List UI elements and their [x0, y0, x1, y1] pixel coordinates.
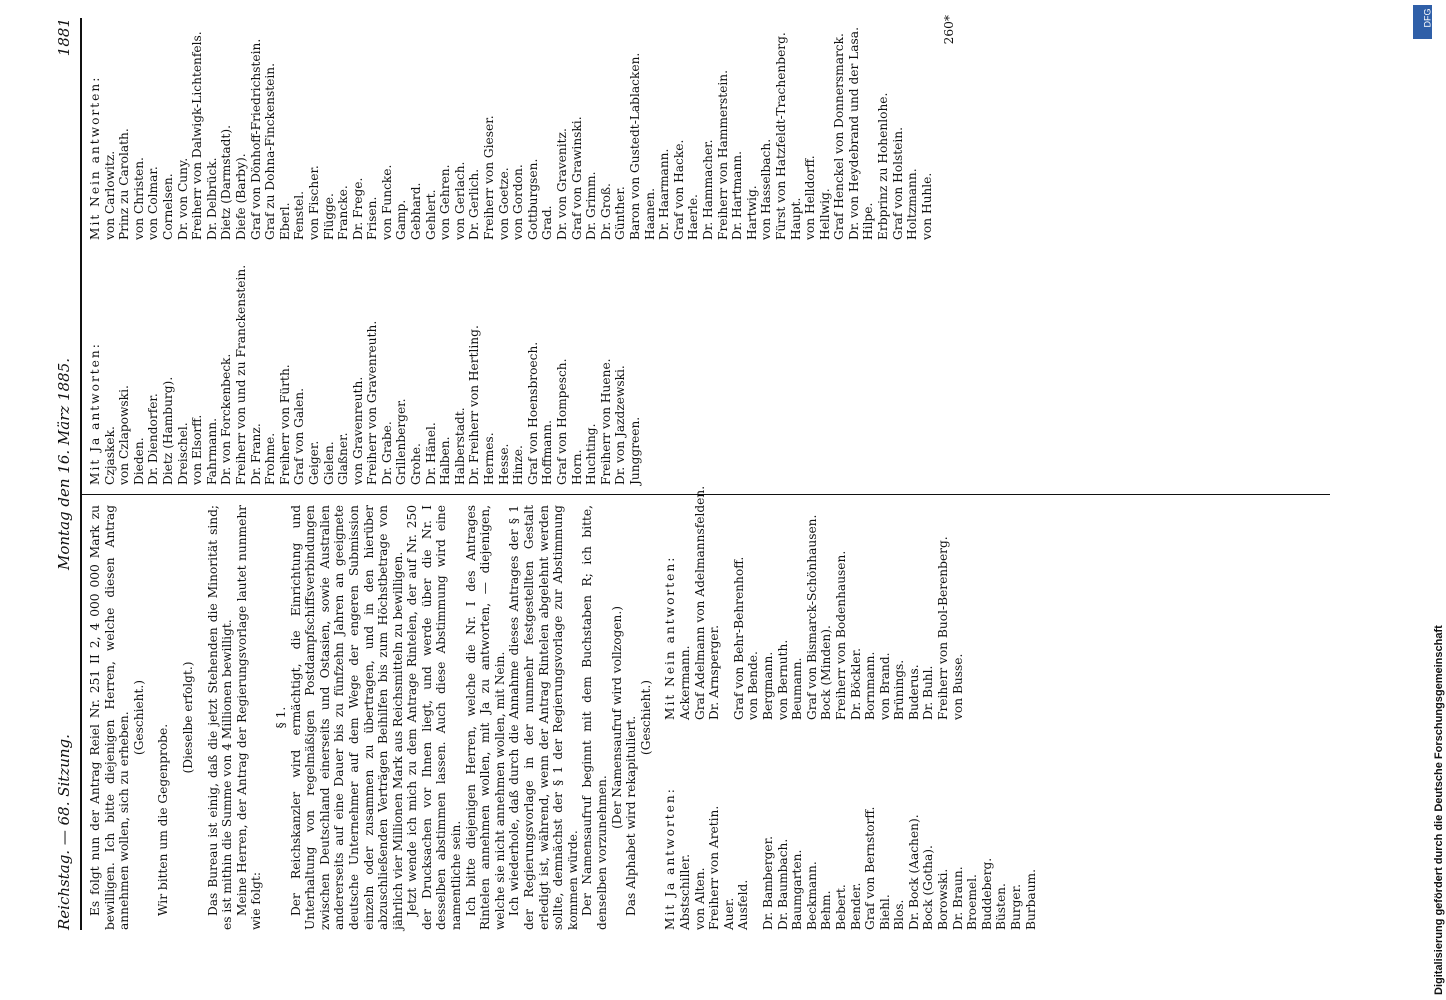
member-name: Buderus. [906, 664, 921, 720]
member-name: Graf von Grawinski. [569, 116, 584, 240]
member-name: Bebert. [833, 884, 848, 930]
member-name: Dr. Franz. [248, 423, 263, 485]
member-name: Frisen. [365, 196, 380, 240]
member-name: Bock (Gotha). [921, 845, 936, 930]
member-name: Dr. Bamberger. [760, 836, 775, 930]
member-name: Dietz (Darmstadt). [219, 125, 234, 240]
member-name: Büsten. [994, 883, 1009, 930]
member-name: Burbaum. [1023, 869, 1038, 930]
member-name: Graf von Bernstorff. [863, 806, 878, 930]
member-name: von Huhle. [919, 172, 934, 240]
member-name: Dr. Groß. [598, 183, 613, 240]
member-name: Grohe. [409, 443, 424, 485]
member-name: Graf von Behr-Behrenhoff. [731, 556, 746, 720]
member-name: Graf Henckel von Donnersmarck. [832, 33, 847, 240]
member-name: Bock (Minden). [819, 625, 834, 720]
paragraph: Ich wiederhole, daß durch die Annahme dieses Antrages der § 1 der Regierungsvorlage in der nunmehr festgestellten Gestalt erledigt ist, während, wenn der Antrag Rintelen abgelehnt werden sollte, demnächst der § 1 der Regierungsvorlage zur Abstimmung kommen würde. [507, 505, 580, 930]
member-name: Graf von Hoensbroech. [525, 341, 540, 485]
member-name: Ausfeld. [736, 879, 751, 930]
member-name: Prinz zu Carolath. [117, 128, 132, 240]
paragraph: Wir bitten um die Gegenprobe. [156, 723, 171, 916]
member-name: Dr. Freiherr von Hertling. [467, 325, 482, 485]
member-name: Horn. [569, 449, 584, 485]
member-name: von Bernuth. [775, 639, 790, 720]
column-3 [88, 15, 1340, 240]
member-name: Eberl. [277, 202, 292, 240]
member-name: Freiherr von Gieser. [482, 115, 497, 240]
remark: (Geschieht.) [131, 679, 146, 756]
spacer [722, 505, 732, 720]
member-name: Broemel. [965, 874, 980, 930]
paragraph: Meine Herren, der Antrag der Regierungsvorlage lautet nunmehr wie folgt: [234, 505, 264, 930]
member-name: Gottburgsen. [525, 158, 540, 240]
member-name: Graf Adelmann von Adelmannsfelden. [692, 485, 707, 720]
member-name: Biehl. [877, 894, 892, 930]
member-name: Hartwig. [744, 185, 759, 240]
remark: (Geschieht.) [638, 679, 653, 756]
member-name: von Gehren. [438, 164, 453, 240]
member-name: Junggreen. [627, 416, 642, 485]
member-name: Dr. Bock (Aachen). [906, 814, 921, 930]
paragraph: Jetzt wende ich mich zu dem Antrage Rintelen, der auf Nr. 250 der Drucksachen vor Ihnen liegt, und werde über die Nr. I desselben abstimmen lassen. Auch diese Abstimmung wird eine namentliche sein. [405, 505, 464, 930]
paragraph: Ich bitte diejenigen Herren, welche die Nr. I des Antrages Rintelen annehmen wollen, mit Ja zu antworten, — diejenigen, welche sie nicht annehmen wollen, mit Nein. [463, 505, 507, 930]
member-name: Graf von Galen. [292, 388, 307, 485]
member-name: von Brand. [877, 652, 892, 720]
member-name: Dr. von Cuny. [175, 157, 190, 240]
ja-list [663, 730, 1038, 930]
column-2 [88, 250, 1340, 485]
footnote: 260* [942, 15, 957, 45]
member-name: Dr. Baumbach. [775, 838, 790, 930]
paragraph: Es folgt nun der Antrag Reiel Nr. 251 II 2, 4 000 000 Mark zu bewilligen. Ich bitte diejenigen Herren, welche diesen Antrag annehmen wollen, sich zu erheben. [88, 505, 132, 930]
member-name: Bergmann. [760, 651, 775, 720]
member-name: Dr. Hammacher. [700, 139, 715, 240]
member-name: Dr. Arnsperger. [707, 625, 722, 720]
member-name: Ackermann. [677, 645, 692, 720]
member-name: Freiherr von Bodenhausen. [833, 550, 848, 720]
credit-text: Digitalisierung gefördert durch die Deutsche Forschungsgemeinschaft [1433, 625, 1445, 995]
member-name: von Helldorff. [803, 155, 818, 240]
member-name: Geiger. [306, 440, 321, 485]
member-name: Freiherr von Buol-Berenberg. [936, 536, 951, 720]
member-name: Dr. Grabe. [379, 421, 394, 485]
member-name: Gehlert. [423, 189, 438, 240]
member-name: Flügge. [321, 193, 336, 240]
section-heading: § 1. [273, 706, 288, 729]
member-name: Huchting. [584, 423, 599, 485]
member-name: Gebhard. [409, 182, 424, 240]
member-name: Fahrmann. [204, 418, 219, 485]
member-name: Grillenberger. [394, 398, 409, 485]
member-name: Fenstel. [292, 191, 307, 240]
member-name: Dr. Delbrück. [204, 157, 219, 240]
dfg-logo [1413, 5, 1432, 39]
member-name: Freiherr von Huene. [598, 358, 613, 485]
member-name: Haanen. [642, 188, 657, 240]
member-name: Dr. Haarmann. [657, 148, 672, 240]
member-name: von Gravenreuth. [350, 376, 365, 485]
member-name: Bornmann. [863, 651, 878, 720]
member-name: Brünings. [892, 659, 907, 720]
paragraph: Das Bureau ist einig, daß die jetzt Stehenden die Minorität sind; es ist mithin die Summe von 4 Millionen bewilligt. [205, 505, 235, 930]
member-name: Hilpe. [861, 202, 876, 240]
member-name: Erbprinz zu Hohenlohe. [876, 92, 891, 240]
member-name: Hellwig. [817, 188, 832, 240]
member-name: von Colmar. [146, 166, 161, 240]
member-name: Dr. Frege. [350, 177, 365, 240]
member-name: Baron von Gustedt-Lablacken. [627, 52, 642, 240]
member-name: Graf von Holstein. [890, 126, 905, 240]
member-name: Freiherr von Aretin. [707, 805, 722, 930]
member-name: von Hasselbach. [759, 138, 774, 240]
nein-list [663, 485, 1038, 720]
member-name: Dr. Buhl. [921, 665, 936, 720]
member-name: Dr. Hartmann. [730, 150, 745, 240]
member-name: Baumgarten. [790, 849, 805, 930]
member-name: Borowski. [936, 868, 951, 930]
paragraph: Das Alphabet wird rekapituliert. [624, 715, 639, 916]
logo-text: DFG [1422, 8, 1433, 28]
list-heading: Mit Nein antworten: [88, 75, 102, 240]
paragraph: Der Namensaufruf beginnt mit dem Buchstaben R; ich bitte, denselben vorzunehmen. [580, 505, 609, 930]
member-name: Dr. Hänel. [423, 422, 438, 485]
member-name: Freiherr von Dalwigk-Lichtenfels. [190, 31, 205, 240]
member-name: Freiherr von Hammerstein. [715, 70, 730, 240]
member-name: Beumann. [790, 657, 805, 720]
member-name: Dreischel. [175, 422, 190, 485]
member-name: von Goetze. [496, 167, 511, 240]
member-name: von Elsorff. [190, 414, 205, 485]
list-heading: Mit Ja antworten: [663, 787, 678, 930]
member-name: Blos. [892, 899, 907, 930]
member-name: Czjaskek. [102, 426, 117, 485]
member-name: Dr. von Jazdzewski. [613, 365, 628, 485]
member-name: von Czlapowski. [117, 385, 132, 485]
column-1 [88, 485, 1340, 930]
member-name: von Fischer. [306, 165, 321, 240]
member-name: Dieden. [131, 437, 146, 485]
member-name: Freiherr von und zu Franckenstein. [233, 264, 248, 485]
page-header [55, 18, 77, 930]
member-name: Graf von Dönhoff-Friedrichstein. [248, 38, 263, 240]
member-name: Dr. von Heydebrand und der Lasa. [846, 27, 861, 240]
member-name: Hinze. [511, 445, 526, 485]
member-name: Dr. Grimm. [584, 171, 599, 240]
page-number: 1881 [55, 18, 73, 57]
member-name: Gamp. [394, 199, 409, 240]
member-name: Grad. [540, 205, 555, 240]
remark: (Der Namensaufruf wird vollzogen.) [609, 605, 624, 830]
member-name: Burger. [1009, 883, 1024, 930]
member-name: Graf von Bismarck-Schönhausen. [804, 514, 819, 720]
member-name: Graf zu Dohna-Finckenstein. [263, 62, 278, 240]
list-heading: Mit Nein antworten: [663, 555, 678, 720]
member-name: Cornelsen. [160, 173, 175, 240]
member-name: Graf von Hompesch. [555, 358, 569, 485]
member-name: von Carlowitz. [102, 150, 117, 240]
member-name: Haupt. [788, 197, 803, 240]
header-rule [80, 18, 82, 930]
member-name: Haerle. [686, 194, 701, 240]
member-name: Freiherr von Fürth. [277, 364, 292, 485]
member-name: Dr. Böckler. [848, 648, 863, 720]
member-name: Dr. von Forckenbeck. [219, 353, 234, 485]
member-name: Abstschiller. [677, 854, 692, 930]
member-name: von Gerlach. [452, 161, 467, 240]
member-name: Holtzmann. [905, 168, 920, 240]
member-name: Dr. Braun. [950, 866, 965, 930]
paragraph: Der Reichskanzler wird ermächtigt, die Einrichtung und Unterhaltung von regelmäßigen Postdampfschiffsverbindungen zwischen Deutschland einerseits und Ostasien, sowie Australien andererseits auf eine Dauer bis zu fünfzehn Jahren an geeignete deutsche Unternehmer auf dem Wege der engeren Submission einzeln oder zusammen zu übertragen, und in den hierüber abzuschließenden Verträgen Beihilfen bis zum Höchstbetrage von jährlich vier Millionen Mark aus Reichsmitteln zu bewilligen. [288, 505, 405, 930]
list-heading: Mit Ja antworten: [88, 342, 102, 485]
member-name: Dr. Gerlich. [467, 168, 482, 240]
member-name: Gielen. [321, 441, 336, 485]
member-name: Bender. [848, 882, 863, 930]
member-name: Diefe (Barby). [233, 153, 248, 240]
member-name: von Gordon. [511, 164, 526, 240]
member-name: Günther. [613, 186, 628, 240]
member-name: von Funcke. [379, 164, 394, 240]
member-name: Dr. Diendorfer. [146, 393, 161, 485]
member-name: von Busse. [950, 653, 965, 720]
member-name: Hesse. [496, 443, 511, 485]
member-name: von Christen. [131, 157, 146, 240]
member-name: Auer. [721, 897, 736, 930]
header-center: Montag den 16. März 1885. [55, 357, 73, 570]
member-name: Halberstadt. [452, 407, 467, 485]
member-name: Fürst von Hatzfeldt-Trachenberg. [773, 32, 788, 240]
member-name: Halben. [438, 436, 453, 485]
member-name: Graf von Hacke. [671, 139, 686, 240]
member-name: Freiherr von Gravenreuth. [365, 320, 380, 485]
member-name: von Bende. [746, 651, 761, 720]
digitization-credit [1418, 395, 1445, 995]
member-name: Dietz (Hamburg). [160, 376, 175, 485]
member-name: Glaßner. [336, 432, 351, 485]
member-name: Francke. [336, 185, 351, 240]
member-name: Behm. [819, 890, 834, 930]
remark: (Dieselbe erfolgt.) [180, 661, 195, 774]
member-name: Beckmann. [804, 861, 819, 930]
member-name: Frohme. [263, 432, 278, 485]
header-left: Reichstag. — 68. Sitzung. [55, 734, 73, 930]
member-name: Hermes. [482, 432, 497, 485]
member-name: Hoffmann. [540, 419, 555, 485]
member-name: Buddeberg. [979, 857, 994, 930]
member-name: Dr. von Gravenitz. [555, 128, 569, 240]
spacer [751, 730, 761, 930]
member-name: von Alten. [692, 867, 707, 930]
